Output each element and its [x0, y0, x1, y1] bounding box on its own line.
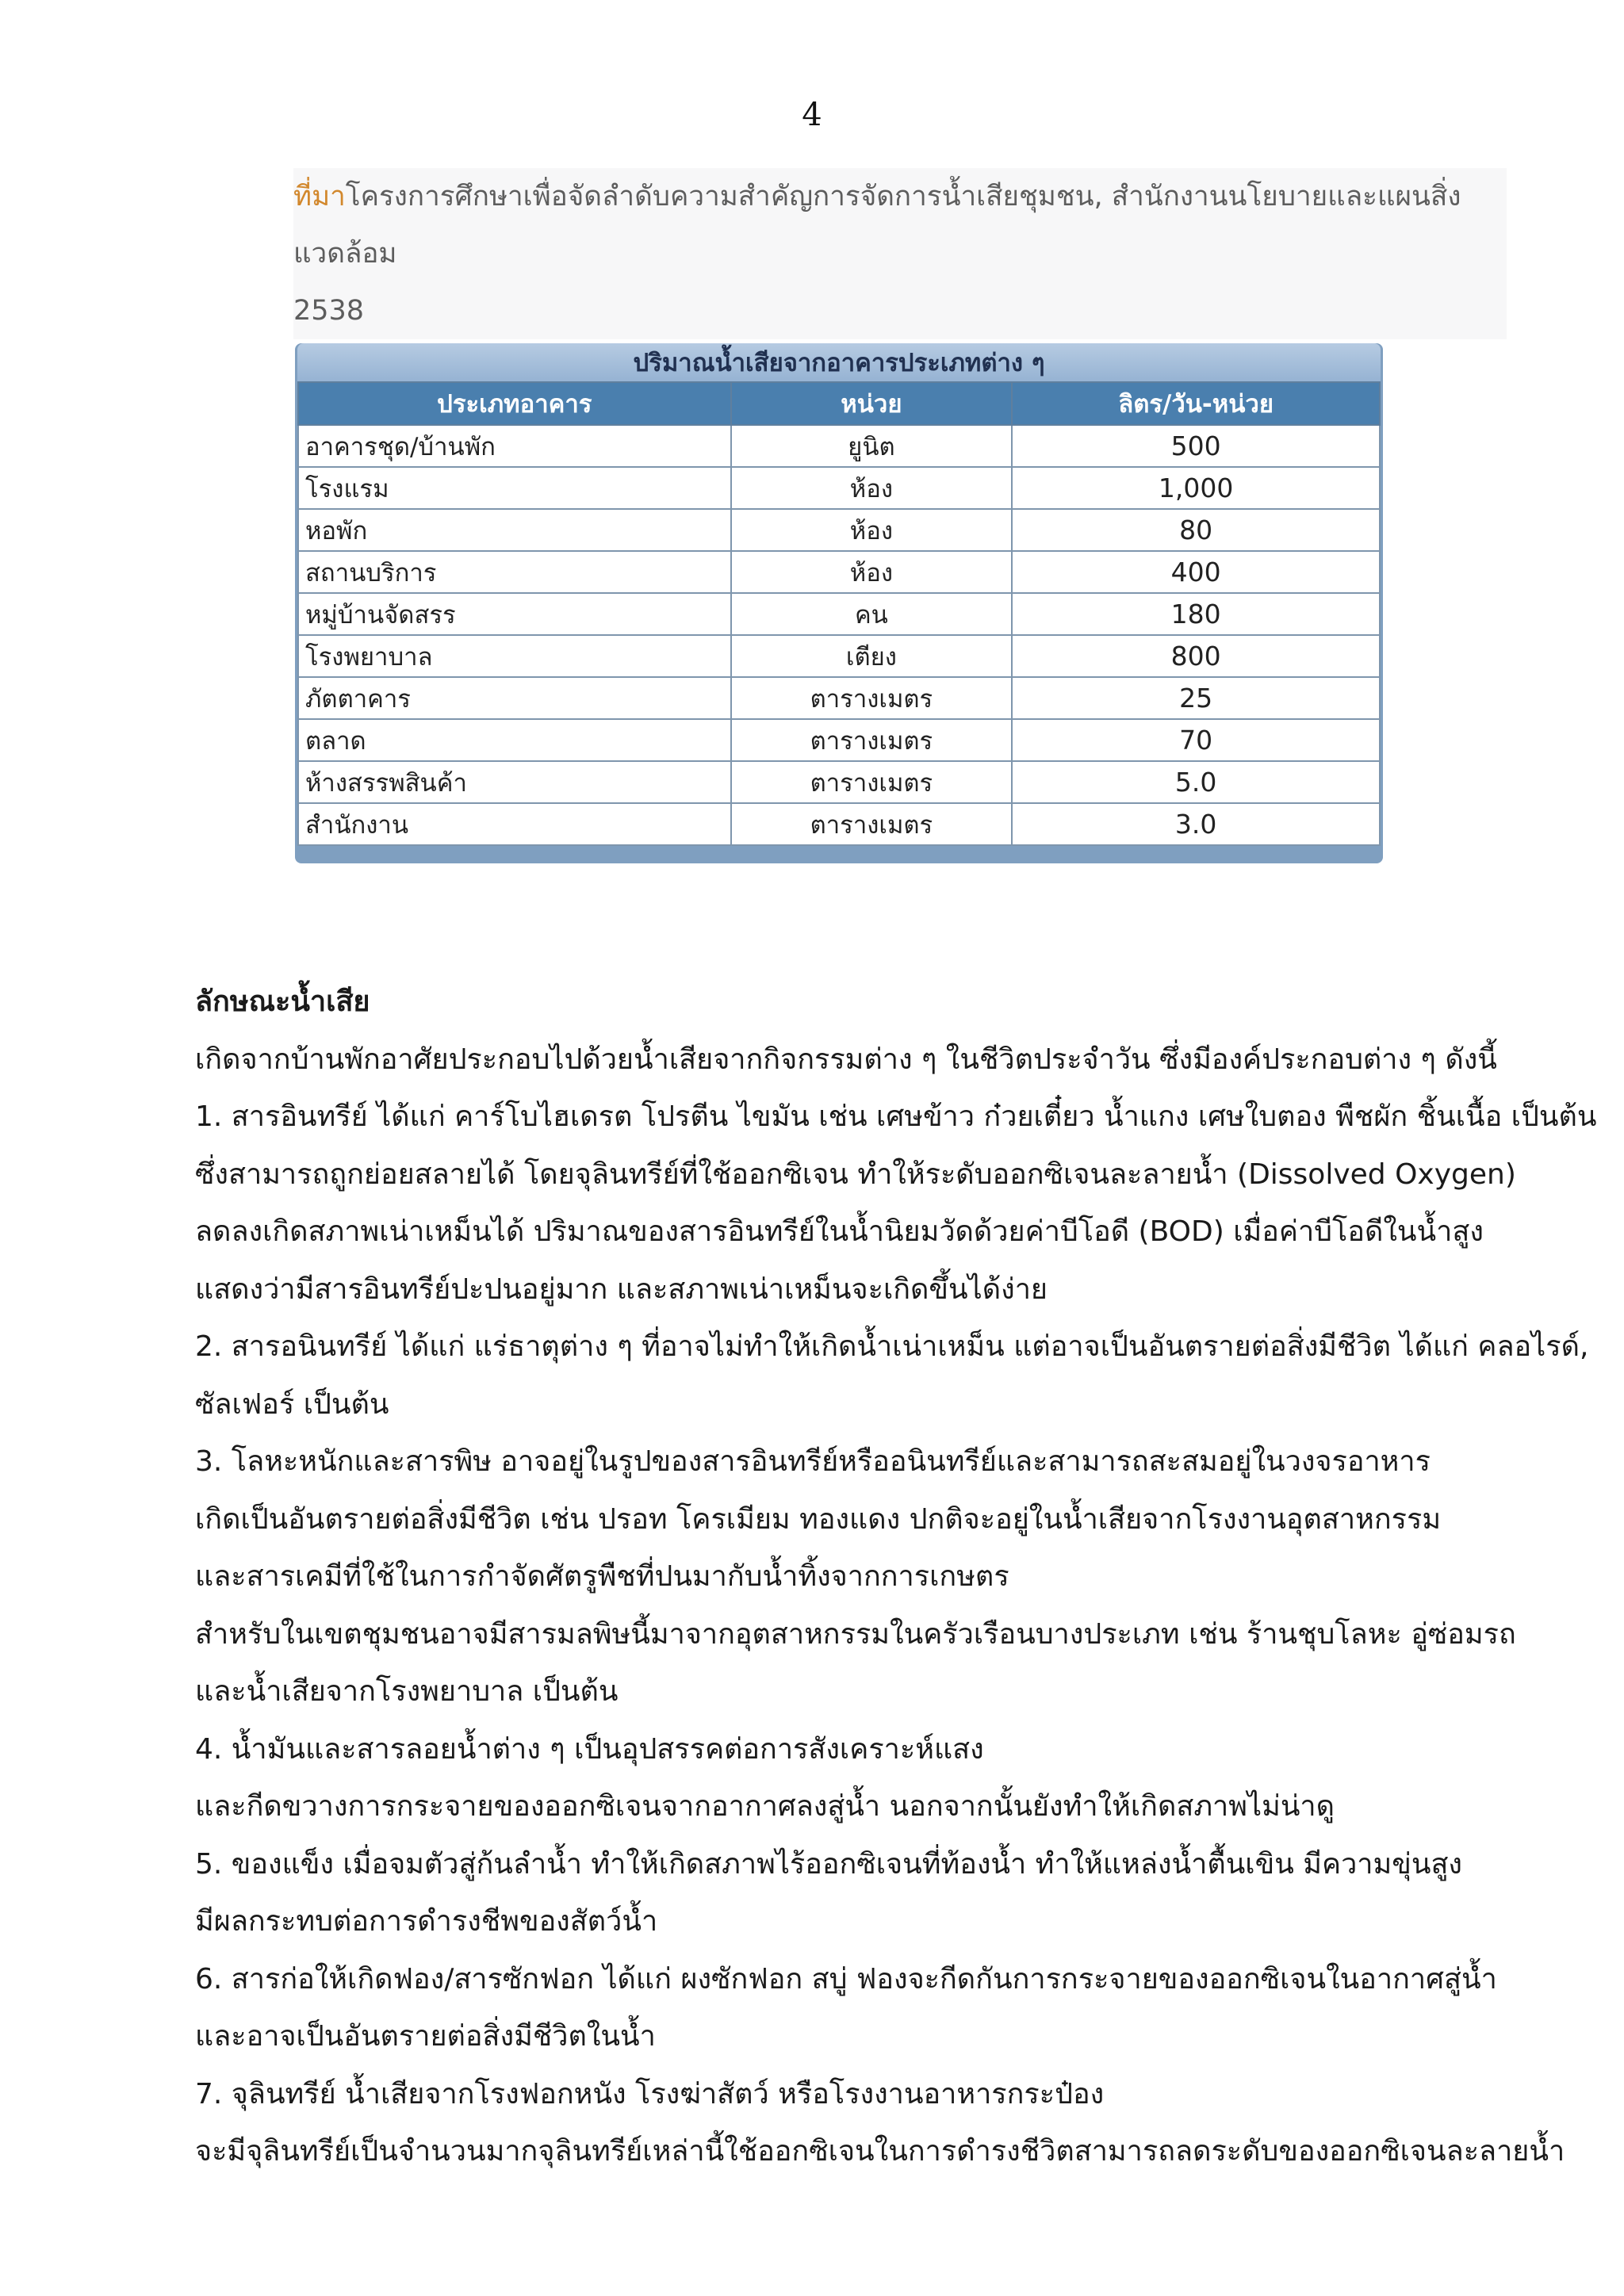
- section-paragraph: [195, 1031, 1597, 2181]
- header-building-type: ประเภทอาคาร: [298, 382, 731, 425]
- text-line: 2. สารอนินทรีย์ ได้แก่ แร่ธาตุต่าง ๆ ที่อาจไม่ทำให้เกิดน้ำเน่าเหม็น แต่อาจเป็นอันตรายต่อสิ่งมีชีวิต ได้แก่ คลอไรด์,: [195, 1330, 1589, 1363]
- building-type-cell: สำนักงาน: [298, 803, 731, 845]
- body-text: [195, 974, 1597, 2181]
- table-header-row: [298, 382, 1380, 425]
- text-line: และกีดขวางการกระจายของออกซิเจนจากอากาศลงสู่น้ำ นอกจากนั้นยังทำให้เกิดสภาพไม่น่าดู: [195, 1790, 1335, 1823]
- text-line: ซึ่งสามารถถูกย่อยสลายได้ โดยจุลินทรีย์ที่ใช้ออกซิเจน ทำให้ระดับออกซิเจนละลายน้ำ (Dissolved Oxygen): [195, 1158, 1516, 1191]
- building-type-cell: ตลาด: [298, 719, 731, 761]
- table-row: [298, 551, 1380, 593]
- table-row: [298, 425, 1380, 467]
- wastewater-table-card: [295, 343, 1383, 863]
- text-line: และอาจเป็นอันตรายต่อสิ่งมีชีวิตในน้ำ: [195, 2020, 656, 2053]
- text-line: จะมีจุลินทรีย์เป็นจำนวนมากจุลินทรีย์เหล่านี้ใช้ออกซิเจนในการดำรงชีวิตสามารถลดระดับของออกซิเจนละลายน้ำ: [195, 2135, 1565, 2168]
- table-caption: ปริมาณน้ำเสียจากอาคารประเภทต่าง ๆ: [297, 343, 1381, 381]
- text-line: 6. สารก่อให้เกิดฟอง/สารซักฟอก ได้แก่ ผงซักฟอก สบู่ ฟองจะกีดกันการกระจายของออกซิเจนในอากาศสู่น้ำ: [195, 1962, 1497, 1996]
- liters-per-day-cell: 1,000: [1012, 467, 1380, 509]
- liters-per-day-cell: 800: [1012, 635, 1380, 677]
- unit-cell: เตียง: [731, 635, 1013, 677]
- unit-cell: ตารางเมตร: [731, 761, 1013, 803]
- table-row: [298, 803, 1380, 845]
- liters-per-day-cell: 70: [1012, 719, 1380, 761]
- unit-cell: ห้อง: [731, 467, 1013, 509]
- text-line: และน้ำเสียจากโรงพยาบาล เป็นต้น: [195, 1675, 619, 1708]
- liters-per-day-cell: 180: [1012, 593, 1380, 635]
- source-line-1: [293, 168, 1507, 282]
- wastewater-table: [297, 381, 1381, 846]
- liters-per-day-cell: 5.0: [1012, 761, 1380, 803]
- text-line: 5. ของแข็ง เมื่อจมตัวสู่ก้นลำน้ำ ทำให้เกิดสภาพไร้ออกซิเจนที่ท้องน้ำ ทำให้แหล่งน้ำตื้นเขิน มีความขุ่นสูง: [195, 1847, 1463, 1881]
- table-row: [298, 677, 1380, 719]
- building-type-cell: อาคารชุด/บ้านพัก: [298, 425, 731, 467]
- building-type-cell: โรงพยาบาล: [298, 635, 731, 677]
- text-line: มีผลกระทบต่อการดำรงชีพของสัตว์น้ำ: [195, 1905, 658, 1938]
- building-type-cell: ภัตตาคาร: [298, 677, 731, 719]
- source-citation: [293, 168, 1507, 339]
- text-line: 4. น้ำมันและสารลอยน้ำต่าง ๆ เป็นอุปสรรคต่อการสังเคราะห์แสง: [195, 1732, 984, 1766]
- table-body: [298, 425, 1380, 845]
- unit-cell: ห้อง: [731, 509, 1013, 551]
- text-line: เกิดเป็นอันตรายต่อสิ่งมีชีวิต เช่น ปรอท โครเมียม ทองแดง ปกติจะอยู่ในน้ำเสียจากโรงงานอุตสาหกรรม: [195, 1502, 1442, 1536]
- building-type-cell: โรงแรม: [298, 467, 731, 509]
- table-row: [298, 509, 1380, 551]
- text-line: 7. จุลินทรีย์ น้ำเสียจากโรงฟอกหนัง โรงฆ่าสัตว์ หรือโรงงานอาหารกระป๋อง: [195, 2077, 1105, 2110]
- text-line: 1. สารอินทรีย์ ได้แก่ คาร์โบไฮเดรต โปรตีน ไขมัน เช่น เศษข้าว ก๋วยเตี๋ยว น้ำแกง เศษใบตอง พืชผัก ชิ้นเนื้อ เป็นต้น: [195, 1100, 1597, 1133]
- text-line: ลดลงเกิดสภาพเน่าเหม็นได้ ปริมาณของสารอินทรีย์ในน้ำนิยมวัดด้วยค่าบีโอดี (BOD) เมื่อค่าบีโอดีในน้ำสูง: [195, 1215, 1484, 1248]
- liters-per-day-cell: 500: [1012, 425, 1380, 467]
- unit-cell: ห้อง: [731, 551, 1013, 593]
- table-row: [298, 593, 1380, 635]
- text-line: แสดงว่ามีสารอินทรีย์ปะปนอยู่มาก และสภาพเน่าเหม็นจะเกิดขึ้นได้ง่าย: [195, 1272, 1048, 1306]
- building-type-cell: หมู่บ้านจัดสรร: [298, 593, 731, 635]
- liters-per-day-cell: 80: [1012, 509, 1380, 551]
- text-line: และสารเคมีที่ใช้ในการกำจัดศัตรูพืชที่ปนมากับน้ำทิ้งจากการเกษตร: [195, 1560, 1009, 1593]
- text-line: เกิดจากบ้านพักอาศัยประกอบไปด้วยน้ำเสียจากกิจกรรมต่าง ๆ ในชีวิตประจำวัน ซึ่งมีองค์ประกอบต่าง ๆ ดังนี้: [195, 1043, 1497, 1076]
- section-title: ลักษณะน้ำเสีย: [195, 985, 370, 1018]
- liters-per-day-cell: 25: [1012, 677, 1380, 719]
- unit-cell: ตารางเมตร: [731, 677, 1013, 719]
- table-row: [298, 467, 1380, 509]
- header-liters-per-day: ลิตร/วัน-หน่วย: [1012, 382, 1380, 425]
- unit-cell: ตารางเมตร: [731, 803, 1013, 845]
- building-type-cell: ห้างสรรพสินค้า: [298, 761, 731, 803]
- text-line: ซัลเฟอร์ เป็นต้น: [195, 1387, 389, 1421]
- liters-per-day-cell: 400: [1012, 551, 1380, 593]
- page-number: 4: [802, 97, 822, 133]
- header-unit: หน่วย: [731, 382, 1013, 425]
- unit-cell: คน: [731, 593, 1013, 635]
- liters-per-day-cell: 3.0: [1012, 803, 1380, 845]
- text-line: สำหรับในเขตชุมชนอาจมีสารมลพิษนี้มาจากอุตสาหกรรมในครัวเรือนบางประเภท เช่น ร้านชุบโลหะ อู่ซ่อมรถ: [195, 1617, 1516, 1651]
- source-text: โครงการศึกษาเพื่อจัดลำดับความสำคัญการจัดการน้ำเสียชุมชน, สำนักงานนโยบายและแผนสิ่งแวดล้อม: [293, 181, 1461, 270]
- text-line: 3. โลหะหนักและสารพิษ อาจอยู่ในรูปของสารอินทรีย์หรืออนินทรีย์และสามารถสะสมอยู่ในวงจรอาหาร: [195, 1445, 1431, 1478]
- table-row: [298, 761, 1380, 803]
- table-row: [298, 719, 1380, 761]
- source-label: ที่มา: [293, 181, 346, 212]
- unit-cell: ยูนิต: [731, 425, 1013, 467]
- building-type-cell: หอพัก: [298, 509, 731, 551]
- building-type-cell: สถานบริการ: [298, 551, 731, 593]
- table-row: [298, 635, 1380, 677]
- unit-cell: ตารางเมตร: [731, 719, 1013, 761]
- source-line-2: 2538: [293, 295, 365, 327]
